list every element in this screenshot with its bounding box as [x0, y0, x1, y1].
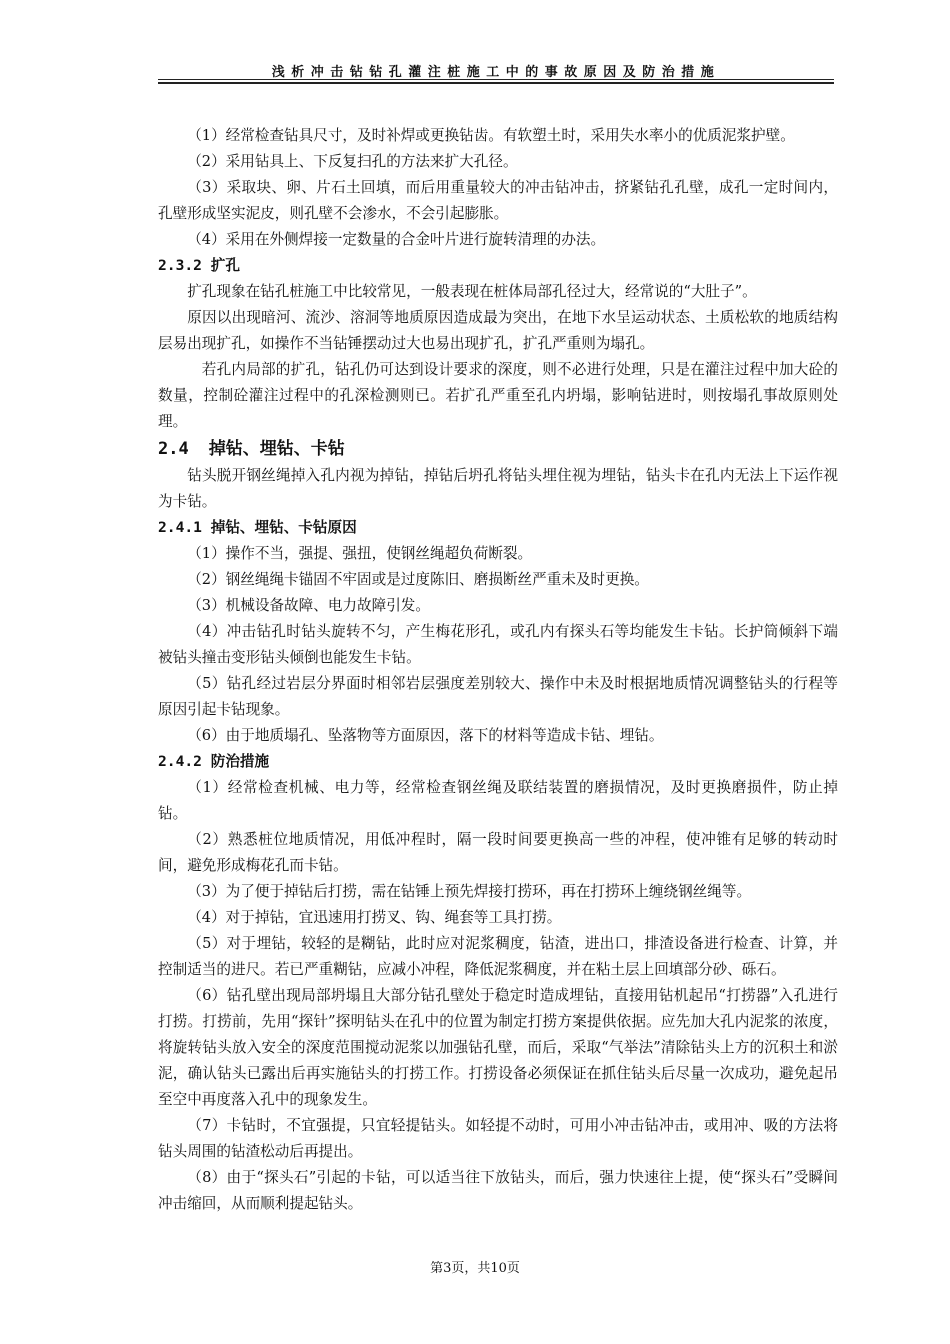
paragraph: （1）经常检查机械、电力等，经常检查钢丝绳及联结装置的磨损情况，及时更换磨损件，防止掉钻。: [158, 779, 838, 822]
section-title: 扩孔: [210, 257, 240, 274]
section-title: 掉钻、埋钻、卡钻: [208, 439, 345, 459]
paragraph: （4）采用在外侧焊接一定数量的合金叶片进行旋转清理的办法。: [187, 231, 606, 248]
paragraph: （1）经常检查钻具尺寸，及时补焊或更换钻齿。有软塑土时，采用失水率小的优质泥浆护壁。: [187, 127, 795, 144]
paragraph: （6）由于地质塌孔、坠落物等方面原因，落下的材料等造成卡钻、埋钻。: [187, 727, 664, 744]
paragraph: （1）操作不当，强提、强扭，使钢丝绳超负荷断裂。: [187, 545, 533, 562]
paragraph: （2）钢丝绳绳卡锚固不牢固或是过度陈旧、磨损断丝严重未及时更换。: [187, 571, 649, 588]
paragraph: （6）钻孔壁出现局部坍塌且大部分钻孔壁处于稳定时造成埋钻，直接用钻机起吊“打捞器”入孔进行打捞。打捞前，先用“探针”探明钻头在孔中的位置为制定打捞方案提供依据。应先加大孔内泥浆的浓度，将旋转钻头放入安全的深度范围搅动泥浆以加强钻孔壁，而后，采取“气举法”清除钻头上方的沉积土和淤泥，确认钻头已露出后再实施钻头的打捞工作。打捞设备必须保证在抓住钻头后尽量一次成功，避免起吊至空中再度落入孔中的现象发生。: [158, 987, 838, 1108]
section-number: 2.4.1: [158, 519, 202, 536]
paragraph: 扩孔现象在钻孔桩施工中比较常见，一般表现在桩体局部孔径过大，经常说的“大肚子”。: [187, 283, 757, 300]
section-title: 防治措施: [210, 753, 270, 770]
body-text: [158, 123, 838, 1217]
section-heading-2-4-1: [158, 515, 838, 541]
section-number: 2.4.2: [158, 753, 202, 770]
paragraph: 若孔内局部的扩孔，钻孔仍可达到设计要求的深度，则不必进行处理，只是在灌注过程中加大砼的数量，控制砼灌注过程中的孔深检测则已。若扩孔严重至孔内坍塌，影响钻进时，则按塌孔事故原则处理。: [158, 361, 838, 430]
paragraph: （4）对于掉钻，宜迅速用打捞叉、钩、绳套等工具打捞。: [187, 909, 562, 926]
paragraph: （3）采取块、卵、片石土回填，而后用重量较大的冲击钻冲击，挤紧钻孔孔壁，成孔一定时间内，孔壁形成坚实泥皮，则孔壁不会渗水，不会引起膨胀。: [158, 179, 838, 222]
paragraph: （2）熟悉桩位地质情况，用低冲程时，隔一段时间要更换高一些的冲程，使冲锥有足够的转动时间，避免形成梅花孔而卡钻。: [158, 831, 838, 874]
paragraph: （5）钻孔经过岩层分界面时相邻岩层强度差别较大、操作中未及时根据地质情况调整钻头的行程等原因引起卡钻现象。: [158, 675, 838, 718]
running-header: 浅析冲击钻钻孔灌注桩施工中的事故原因及防治措施: [271, 65, 721, 80]
paragraph: （7）卡钻时，不宜强提，只宜轻提钻头。如轻提不动时，可用小冲击钻冲击，或用冲、吸的方法将钻头周围的钻渣松动后再提出。: [158, 1117, 838, 1160]
page-number-footer: 第3页，共10页: [430, 1261, 520, 1276]
header-rule: [158, 79, 834, 80]
paragraph: （5）对于埋钻，较轻的是糊钻，此时应对泥浆稠度，钻渣，进出口，排渣设备进行检查、计算，并控制适当的进尺。若已严重糊钻，应减小冲程，降低泥浆稠度，并在粘土层上回填部分砂、砾石。: [158, 935, 838, 978]
header-rule-double: [158, 82, 834, 84]
paragraph: 原因以出现暗河、流沙、溶洞等地质原因造成最为突出，在地下水呈运动状态、土质松软的地质结构层易出现扩孔，如操作不当钻锤摆动过大也易出现扩孔，扩孔严重则为塌孔。: [158, 309, 838, 352]
paragraph: （8）由于“探头石”引起的卡钻，可以适当往下放钻头，而后，强力快速往上提，使“探头石”受瞬间冲击缩回，从而顺利提起钻头。: [158, 1169, 838, 1212]
paragraph: （3）为了便于掉钻后打捞，需在钻锤上预先焊接打捞环，再在打捞环上缠绕钢丝绳等。: [187, 883, 752, 900]
section-heading-2-4-2: [158, 749, 838, 775]
paragraph: （2）采用钻具上、下反复扫孔的方法来扩大孔径。: [187, 153, 518, 170]
section-number: 2.4: [158, 439, 189, 459]
section-title: 掉钻、埋钻、卡钻原因: [210, 519, 357, 536]
paragraph: 钻头脱开钢丝绳掉入孔内视为掉钻，掉钻后坍孔将钻头埋住视为埋钻，钻头卡在孔内无法上下运作视为卡钻。: [158, 467, 838, 510]
paragraph: （4）冲击钻孔时钻头旋转不匀，产生梅花形孔，或孔内有探头石等均能发生卡钻。长护筒倾斜下端被钻头撞击变形钻头倾倒也能发生卡钻。: [158, 623, 838, 666]
section-heading-2-4: [158, 435, 838, 463]
section-heading-2-3-2: [158, 253, 838, 279]
section-number: 2.3.2: [158, 257, 202, 274]
paragraph: （3）机械设备故障、电力故障引发。: [187, 597, 430, 614]
